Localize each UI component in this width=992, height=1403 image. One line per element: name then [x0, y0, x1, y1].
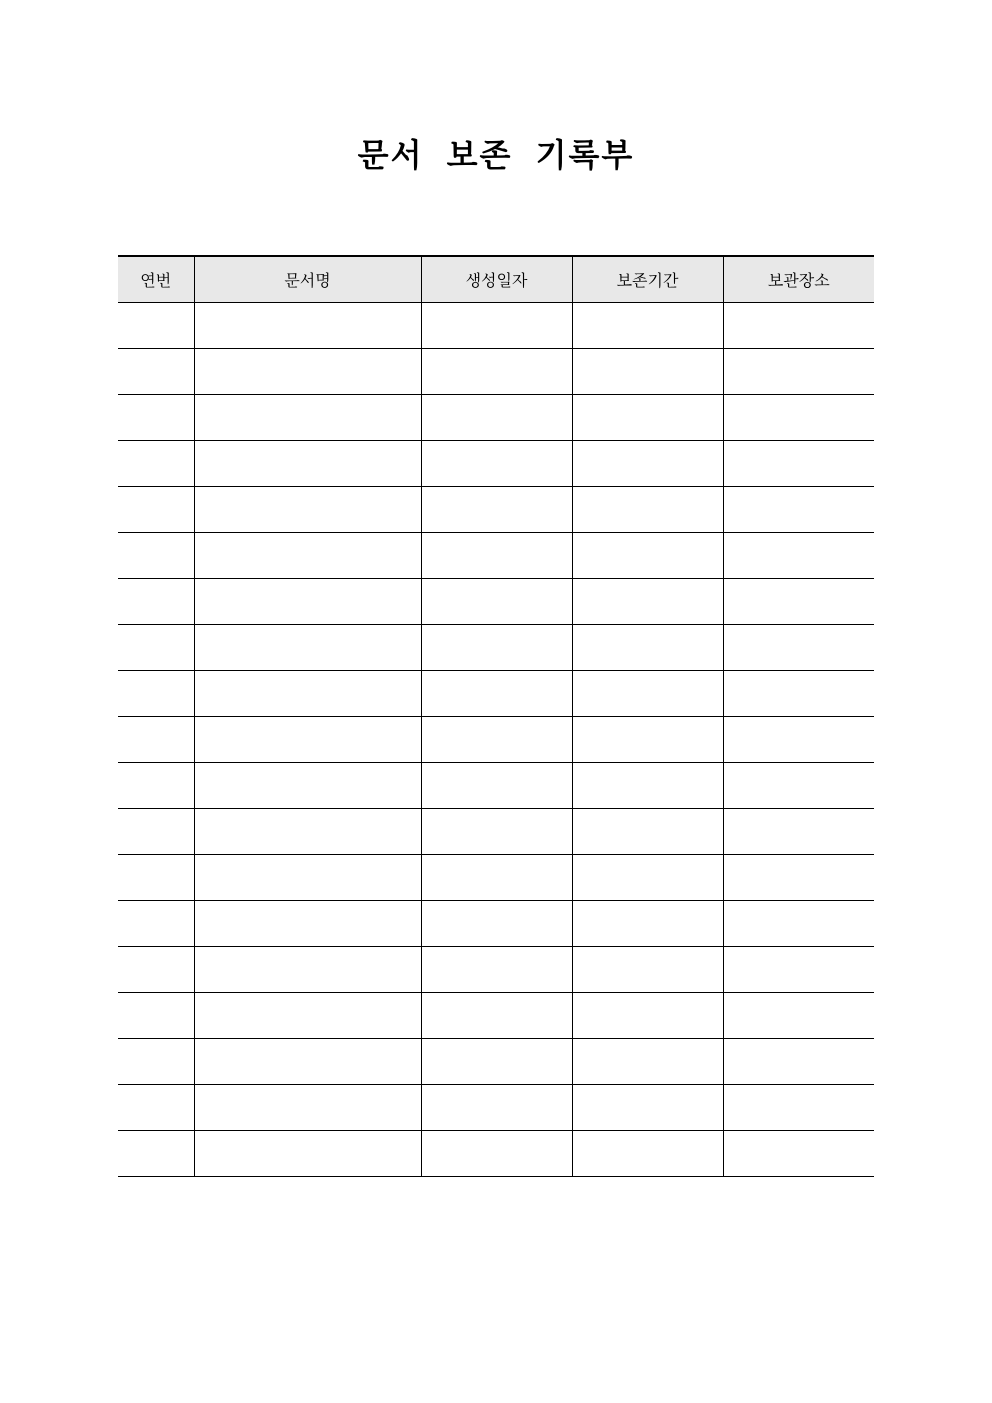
creation-date-cell	[421, 486, 572, 532]
creation-date-cell	[421, 854, 572, 900]
creation-date-cell	[421, 624, 572, 670]
serial-number-cell	[118, 808, 194, 854]
table-row	[118, 1130, 874, 1176]
storage-location-cell	[723, 992, 874, 1038]
retention-period-cell	[572, 624, 723, 670]
retention-period-cell	[572, 762, 723, 808]
header-row	[118, 256, 874, 302]
storage-location-cell	[723, 1130, 874, 1176]
serial-number-cell	[118, 348, 194, 394]
serial-number-cell	[118, 900, 194, 946]
table-row	[118, 348, 874, 394]
table-row	[118, 946, 874, 992]
retention-period-cell	[572, 394, 723, 440]
document-name-cell	[194, 1084, 421, 1130]
document-name-cell	[194, 670, 421, 716]
document-name-cell	[194, 624, 421, 670]
serial-number-cell	[118, 486, 194, 532]
serial-number-cell	[118, 624, 194, 670]
table-row	[118, 716, 874, 762]
serial-number-cell	[118, 302, 194, 348]
retention-period-cell	[572, 808, 723, 854]
document-name-cell	[194, 1130, 421, 1176]
serial-number-cell	[118, 716, 194, 762]
table-row	[118, 900, 874, 946]
storage-location-cell	[723, 854, 874, 900]
document-name-cell	[194, 992, 421, 1038]
header-retention-period: 보존기간	[572, 256, 723, 302]
table-row	[118, 532, 874, 578]
retention-period-cell	[572, 578, 723, 624]
creation-date-cell	[421, 716, 572, 762]
table-row	[118, 762, 874, 808]
storage-location-cell	[723, 394, 874, 440]
serial-number-cell	[118, 532, 194, 578]
table-row	[118, 1084, 874, 1130]
retention-period-cell	[572, 302, 723, 348]
storage-location-cell	[723, 716, 874, 762]
document-name-cell	[194, 900, 421, 946]
table-row	[118, 854, 874, 900]
header-storage-location: 보관장소	[723, 256, 874, 302]
retention-period-cell	[572, 992, 723, 1038]
creation-date-cell	[421, 808, 572, 854]
retention-period-cell	[572, 1084, 723, 1130]
serial-number-cell	[118, 1130, 194, 1176]
table-row	[118, 578, 874, 624]
serial-number-cell	[118, 670, 194, 716]
creation-date-cell	[421, 302, 572, 348]
table-body	[118, 302, 874, 1176]
retention-period-cell	[572, 1038, 723, 1084]
document-title: 문서 보존 기록부	[357, 136, 635, 174]
storage-location-cell	[723, 624, 874, 670]
storage-location-cell	[723, 1084, 874, 1130]
storage-location-cell	[723, 900, 874, 946]
table-row	[118, 1038, 874, 1084]
creation-date-cell	[421, 1038, 572, 1084]
retention-period-cell	[572, 440, 723, 486]
storage-location-cell	[723, 808, 874, 854]
creation-date-cell	[421, 1084, 572, 1130]
document-name-cell	[194, 854, 421, 900]
retention-period-cell	[572, 716, 723, 762]
creation-date-cell	[421, 1130, 572, 1176]
header-document-name: 문서명	[194, 256, 421, 302]
storage-location-cell	[723, 1038, 874, 1084]
retention-period-cell	[572, 900, 723, 946]
storage-location-cell	[723, 670, 874, 716]
serial-number-cell	[118, 1038, 194, 1084]
retention-period-cell	[572, 348, 723, 394]
serial-number-cell	[118, 394, 194, 440]
storage-location-cell	[723, 762, 874, 808]
table-row	[118, 992, 874, 1038]
serial-number-cell	[118, 1084, 194, 1130]
creation-date-cell	[421, 394, 572, 440]
storage-location-cell	[723, 348, 874, 394]
retention-period-cell	[572, 532, 723, 578]
document-name-cell	[194, 394, 421, 440]
creation-date-cell	[421, 532, 572, 578]
document-name-cell	[194, 348, 421, 394]
retention-period-cell	[572, 854, 723, 900]
table-row	[118, 670, 874, 716]
document-name-cell	[194, 440, 421, 486]
retention-period-cell	[572, 946, 723, 992]
table-row	[118, 394, 874, 440]
storage-location-cell	[723, 532, 874, 578]
creation-date-cell	[421, 946, 572, 992]
header-creation-date: 생성일자	[421, 256, 572, 302]
creation-date-cell	[421, 348, 572, 394]
serial-number-cell	[118, 578, 194, 624]
table-row	[118, 808, 874, 854]
document-name-cell	[194, 716, 421, 762]
document-name-cell	[194, 486, 421, 532]
document-name-cell	[194, 946, 421, 992]
document-name-cell	[194, 762, 421, 808]
document-name-cell	[194, 302, 421, 348]
creation-date-cell	[421, 900, 572, 946]
storage-location-cell	[723, 486, 874, 532]
table-row	[118, 624, 874, 670]
header-serial-number: 연번	[118, 256, 194, 302]
creation-date-cell	[421, 670, 572, 716]
creation-date-cell	[421, 440, 572, 486]
document-name-cell	[194, 1038, 421, 1084]
record-table	[118, 255, 874, 1177]
retention-period-cell	[572, 670, 723, 716]
serial-number-cell	[118, 854, 194, 900]
storage-location-cell	[723, 440, 874, 486]
table-row	[118, 440, 874, 486]
serial-number-cell	[118, 992, 194, 1038]
creation-date-cell	[421, 578, 572, 624]
creation-date-cell	[421, 762, 572, 808]
table-row	[118, 302, 874, 348]
storage-location-cell	[723, 302, 874, 348]
creation-date-cell	[421, 992, 572, 1038]
document-name-cell	[194, 578, 421, 624]
serial-number-cell	[118, 946, 194, 992]
table-row	[118, 486, 874, 532]
storage-location-cell	[723, 578, 874, 624]
retention-period-cell	[572, 1130, 723, 1176]
serial-number-cell	[118, 762, 194, 808]
storage-location-cell	[723, 946, 874, 992]
serial-number-cell	[118, 440, 194, 486]
document-name-cell	[194, 532, 421, 578]
document-name-cell	[194, 808, 421, 854]
retention-period-cell	[572, 486, 723, 532]
